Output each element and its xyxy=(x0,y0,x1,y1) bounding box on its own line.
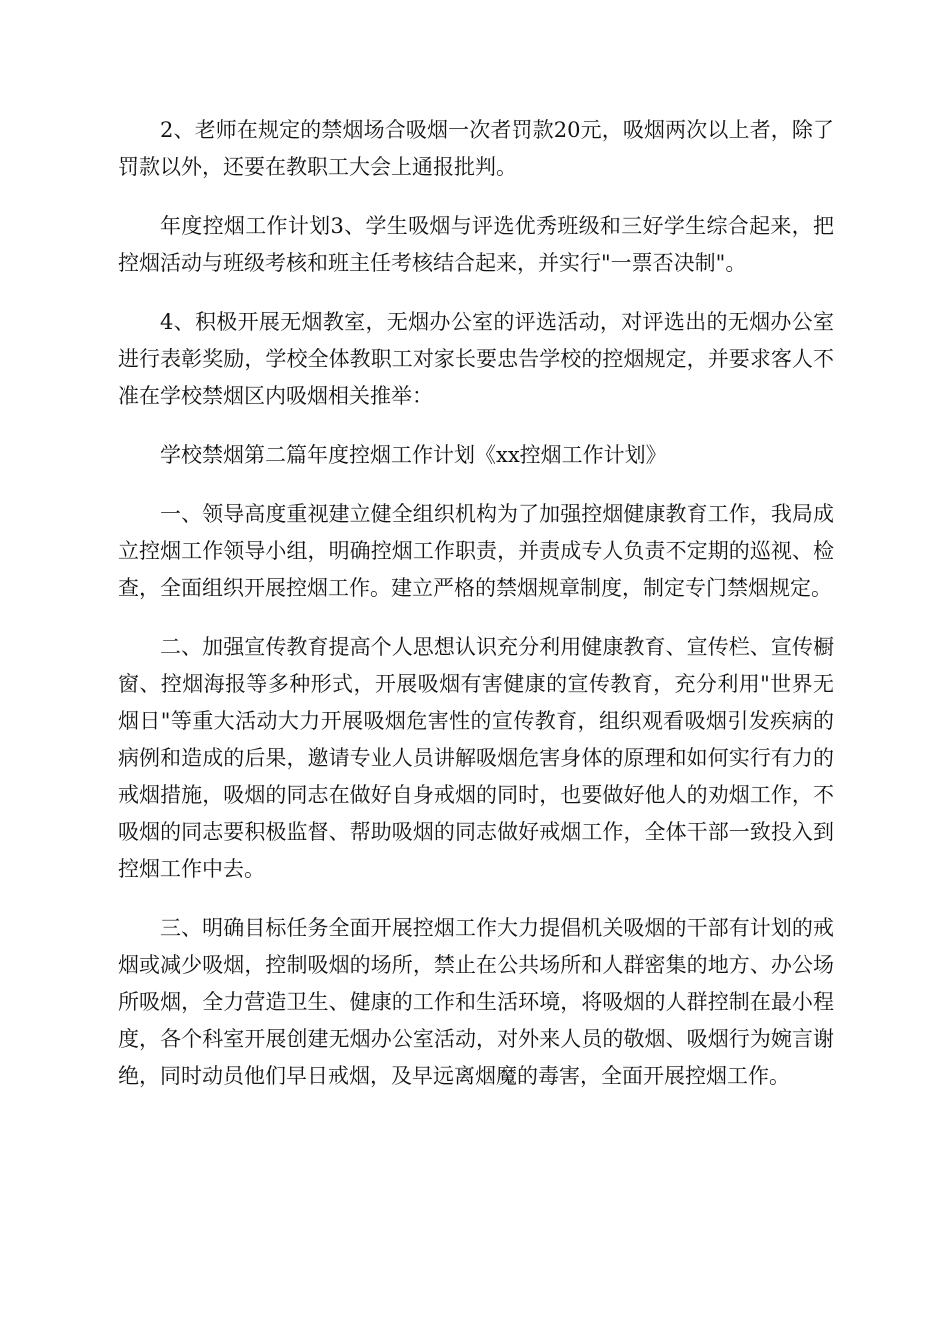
paragraph-teacher-smoking-penalty: 2、老师在规定的禁烟场合吸烟一次者罚款20元，吸烟两次以上者，除了罚款以外，还要在教职工大会上通报批判。 xyxy=(118,118,834,179)
paragraph-smoke-free-office-campaign: 4、积极开展无烟教室，无烟办公室的评选活动，对评选出的无烟办公室进行表彰奖励，学校全体教职工对家长要忠告学校的控烟规定，并要求客人不准在学校禁烟区内吸烟相关推举： xyxy=(118,310,834,408)
document-page xyxy=(118,112,834,1117)
paragraph-targets-tasks: 三、明确目标任务全面开展控烟工作大力提倡机关吸烟的干部有计划的戒烟或减少吸烟，控制吸烟的场所，禁止在公共场所和人群密集的地方、办公场所吸烟，全力营造卫生、健康的工作和生活环境，将吸烟的人群控制在最小程度，各个科室开展创建无烟办公室活动，对外来人员的敬烟、吸烟行为婉言谢绝，同时动员他们早日戒烟，及早远离烟魔的毒害，全面开展控烟工作。 xyxy=(118,916,834,1088)
paragraph-publicity-education: 二、加强宣传教育提高个人思想认识充分利用健康教育、宣传栏、宣传橱窗、控烟海报等多种形式，开展吸烟有害健康的宣传教育，充分利用"世界无烟日"等重大活动大力开展吸烟危害性的宣传教育，组织观看吸烟引发疾病的病例和造成的后果，邀请专业人员讲解吸烟危害身体的原理和如何实行有力的戒烟措施，吸烟的同志在做好自身戒烟的同时，也要做好他人的劝烟工作，不吸烟的同志要积极监督、帮助吸烟的同志做好戒烟工作，全体干部一致投入到控烟工作中去。 xyxy=(118,635,834,881)
paragraph-section-heading: 学校禁烟第二篇年度控烟工作计划《xx控烟工作计划》 xyxy=(160,443,667,467)
paragraph-leadership-organization: 一、领导高度重视建立健全组织机构为了加强控烟健康教育工作，我局成立控烟工作领导小组，明确控烟工作职责，并责成专人负责不定期的巡视、检查，全面组织开展控烟工作。建立严格的禁烟规章制度，制定专门禁烟规定。 xyxy=(118,502,834,600)
paragraph-student-smoking-evaluation: 年度控烟工作计划3、学生吸烟与评选优秀班级和三好学生综合起来，把控烟活动与班级考核和班主任考核结合起来，并实行"一票否决制"。 xyxy=(118,214,834,275)
